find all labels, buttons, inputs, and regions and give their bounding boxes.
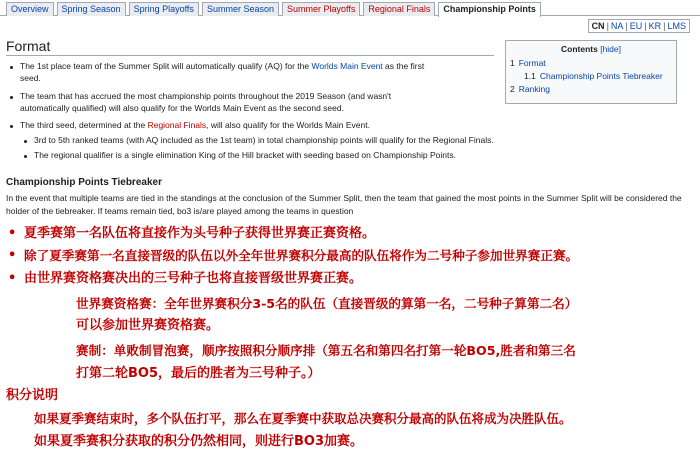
toc-item-format[interactable] xyxy=(510,57,672,70)
bullet-dot xyxy=(10,96,13,99)
bullet-text: The 1st place team of the Summer Split will automatically qualify (AQ) for the xyxy=(20,61,312,71)
format-heading: Format xyxy=(6,38,494,56)
tab-summer-season[interactable]: Summer Season xyxy=(202,2,279,16)
cn-annotation-line: 除了夏季赛第一名直接晋级的队伍以外全年世界赛积分最高的队伍将作为二号种子参加世界赛正赛。 xyxy=(24,248,579,263)
tab-summer-playoffs[interactable]: Summer Playoffs xyxy=(282,2,360,16)
bullet-dot xyxy=(10,66,13,69)
bullet-item-2 xyxy=(20,90,500,114)
bullet-dot xyxy=(24,155,27,158)
tab-spring-season[interactable]: Spring Season xyxy=(57,2,126,16)
bullet-text: seed. xyxy=(20,73,41,83)
region-link-cn[interactable]: CN xyxy=(591,21,605,31)
cn-annotation-line: 夏季赛第一名队伍将直接作为头号种子获得世界赛正赛资格。 xyxy=(24,226,376,241)
cn-annotation-line: 由世界赛资格赛决出的三号种子也将直接晋级世界赛正赛。 xyxy=(24,271,363,286)
table-of-contents xyxy=(505,40,677,104)
toc-item-ranking[interactable] xyxy=(510,83,672,96)
worlds-main-event-link[interactable]: Worlds Main Event xyxy=(311,61,383,71)
toc-hide-link[interactable]: [hide] xyxy=(600,44,621,54)
toc-item-number: 1.1 xyxy=(524,71,536,81)
region-link-eu[interactable]: EU xyxy=(629,21,643,31)
toc-title xyxy=(510,44,672,54)
sub-bullet-item-1: 3rd to 5th ranked teams (with AQ included as the 1st team) in total championship points will qualify for the Regional Finals. xyxy=(34,135,494,145)
region-link-lms[interactable]: LMS xyxy=(667,21,686,31)
cn-annotation-heading: 积分说明 xyxy=(6,388,59,403)
region-link-kr[interactable]: KR xyxy=(648,21,662,31)
tiebreaker-paragraph: In the event that multiple teams are tied in the standings at the conclusion of the Summer Split, then the team that gained the most points in the Summer Split will be considered the holder of the tiebreaker. If teams remain tied, bo3 is/are played among the teams in question xyxy=(6,193,682,216)
bullet-text: The third seed, determined at the xyxy=(20,120,148,130)
sub-bullet-item-2: The regional qualifier is a single elimination King of the Hill bracket with seeding based on Championship Points. xyxy=(34,150,456,160)
cn-annotation-line: 打第二轮BO5，最后的胜者为三号种子。） xyxy=(76,366,321,381)
bullet-item-1 xyxy=(20,60,500,84)
cn-annotation-line: 可以参加世界赛资格赛。 xyxy=(76,318,220,333)
toc-item-link[interactable]: Championship Points Tiebreaker xyxy=(539,71,663,81)
bullet-dot xyxy=(10,125,13,128)
bullet-text: as the first xyxy=(382,61,425,71)
tab-overview[interactable]: Overview xyxy=(6,2,54,16)
bullet-text: The team that has accrued the most championship points throughout the 2019 Season (and wasn't xyxy=(20,91,392,101)
region-link-na[interactable]: NA xyxy=(610,21,624,31)
tab-bar xyxy=(0,0,700,16)
cn-annotation-line: 如果夏季赛结束时，多个队伍打平，那么在夏季赛中获取总决赛积分最高的队伍将成为决胜队伍。 xyxy=(34,411,572,426)
cn-bullet: • xyxy=(8,248,17,263)
bullet-text: automatically qualified) will also qualify for the Worlds Main Event as the second seed. xyxy=(20,103,344,113)
region-separator: | xyxy=(625,21,628,31)
toc-item-number: 1 xyxy=(510,58,515,68)
toc-title-label: Contents xyxy=(560,44,598,54)
tab-championship-points[interactable]: Championship Points xyxy=(438,2,541,17)
cn-annotation-line: 世界赛资格赛：全年世界赛积分3-5名的队伍（直接晋级的算第一名，二号种子算第二名） xyxy=(76,296,578,311)
tab-list xyxy=(6,2,544,17)
toc-item-tiebreaker[interactable] xyxy=(510,70,672,83)
toc-item-link[interactable]: Ranking xyxy=(518,84,550,94)
toc-item-number: 2 xyxy=(510,84,515,94)
bullet-dot xyxy=(24,140,27,143)
regional-finals-link[interactable]: Regional Finals xyxy=(147,120,207,130)
cn-bullet: • xyxy=(8,271,17,286)
cn-annotation-line: 赛制：单败制冒泡赛，顺序按照积分顺序排（第五名和第四名打第一轮BO5,胜者和第三名 xyxy=(76,343,576,358)
cn-annotation-line: 如果夏季赛积分获取的积分仍然相同，则进行BO3加赛。 xyxy=(34,434,364,449)
region-separator: | xyxy=(644,21,647,31)
region-selector xyxy=(588,19,690,33)
region-separator: | xyxy=(606,21,609,31)
tab-regional-finals[interactable]: Regional Finals xyxy=(363,2,435,16)
bullet-item-3 xyxy=(20,119,500,131)
region-separator: | xyxy=(663,21,666,31)
cn-bullet: • xyxy=(8,226,17,241)
toc-item-link[interactable]: Format xyxy=(518,58,546,68)
tiebreaker-heading: Championship Points Tiebreaker xyxy=(6,177,162,188)
bullet-text: , will also qualify for the Worlds Main Event. xyxy=(206,120,370,130)
tab-spring-playoffs[interactable]: Spring Playoffs xyxy=(129,2,199,16)
